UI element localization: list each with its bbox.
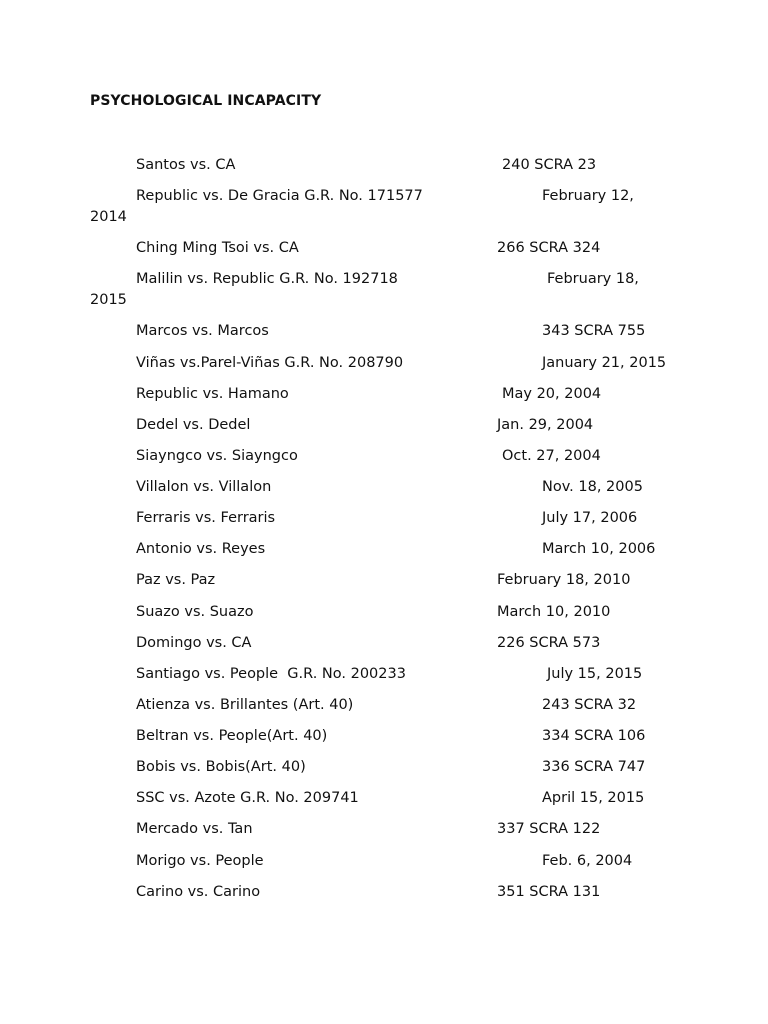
case-citation: July 15, 2015 xyxy=(547,666,643,682)
case-name: Republic vs. De Gracia G.R. No. 171577 xyxy=(136,188,423,204)
case-name: Beltran vs. People(Art. 40) xyxy=(136,728,328,744)
case-citation: 343 SCRA 755 xyxy=(542,323,646,339)
case-entry xyxy=(0,384,768,404)
case-entry xyxy=(0,353,768,373)
case-entry xyxy=(0,508,768,528)
case-citation: 337 SCRA 122 xyxy=(497,821,601,837)
case-name: Ferraris vs. Ferraris xyxy=(136,510,276,526)
case-citation: March 10, 2010 xyxy=(497,604,611,620)
case-name: Suazo vs. Suazo xyxy=(136,604,254,620)
case-citation: Feb. 6, 2004 xyxy=(542,853,633,869)
case-name: Malilin vs. Republic G.R. No. 192718 xyxy=(136,271,398,287)
case-citation: 240 SCRA 23 xyxy=(502,157,597,173)
case-entry xyxy=(0,664,768,684)
case-entry xyxy=(0,155,768,175)
case-name: Dedel vs. Dedel xyxy=(136,417,251,433)
case-name: SSC vs. Azote G.R. No. 209741 xyxy=(136,790,359,806)
case-entry xyxy=(0,321,768,341)
case-name: Ching Ming Tsoi vs. CA xyxy=(136,240,299,256)
case-entry xyxy=(0,882,768,902)
case-citation: 266 SCRA 324 xyxy=(497,240,601,256)
case-citation: February 18, 2010 xyxy=(497,572,631,588)
case-citation: May 20, 2004 xyxy=(502,386,602,402)
case-name: Siayngco vs. Siayngco xyxy=(136,448,298,464)
case-entry xyxy=(0,477,768,497)
case-citation: 334 SCRA 106 xyxy=(542,728,646,744)
case-name: Domingo vs. CA xyxy=(136,635,252,651)
case-name: Paz vs. Paz xyxy=(136,572,216,588)
case-entry xyxy=(0,446,768,466)
case-name: Antonio vs. Reyes xyxy=(136,541,266,557)
case-name: Atienza vs. Brillantes (Art. 40) xyxy=(136,697,354,713)
case-citation: February 12, xyxy=(542,188,634,204)
case-name: Villalon vs. Villalon xyxy=(136,479,272,495)
case-citation: Oct. 27, 2004 xyxy=(502,448,601,464)
case-name: Marcos vs. Marcos xyxy=(136,323,269,339)
case-entry xyxy=(0,695,768,715)
case-citation: April 15, 2015 xyxy=(542,790,645,806)
case-citation: Nov. 18, 2005 xyxy=(542,479,643,495)
case-citation: 336 SCRA 747 xyxy=(542,759,646,775)
case-entry xyxy=(0,788,768,808)
case-name: Mercado vs. Tan xyxy=(136,821,253,837)
case-entry xyxy=(0,633,768,653)
case-name: Santiago vs. People G.R. No. 200233 xyxy=(136,666,406,682)
case-citation-continued: 2015 xyxy=(90,292,127,308)
case-name: Morigo vs. People xyxy=(136,853,264,869)
case-entry xyxy=(0,269,768,289)
document-title: PSYCHOLOGICAL INCAPACITY xyxy=(90,93,322,109)
case-entry xyxy=(0,602,768,622)
case-entry xyxy=(0,186,768,206)
case-citation: 243 SCRA 32 xyxy=(542,697,637,713)
case-name: Bobis vs. Bobis(Art. 40) xyxy=(136,759,306,775)
case-citation: February 18, xyxy=(547,271,639,287)
case-citation: Jan. 29, 2004 xyxy=(497,417,594,433)
case-citation: January 21, 2015 xyxy=(542,355,667,371)
case-citation: 351 SCRA 131 xyxy=(497,884,601,900)
case-entry xyxy=(0,570,768,590)
case-entry xyxy=(0,851,768,871)
case-entry xyxy=(0,726,768,746)
case-entry xyxy=(0,757,768,777)
case-entry xyxy=(0,415,768,435)
case-entry xyxy=(0,539,768,559)
case-citation: 226 SCRA 573 xyxy=(497,635,601,651)
case-citation: March 10, 2006 xyxy=(542,541,656,557)
case-name: Viñas vs.Parel-Viñas G.R. No. 208790 xyxy=(136,355,404,371)
case-entry xyxy=(0,238,768,258)
case-name: Carino vs. Carino xyxy=(136,884,261,900)
case-citation: July 17, 2006 xyxy=(542,510,638,526)
case-entry xyxy=(0,819,768,839)
case-name: Republic vs. Hamano xyxy=(136,386,289,402)
case-name: Santos vs. CA xyxy=(136,157,236,173)
case-citation-continued: 2014 xyxy=(90,209,127,225)
